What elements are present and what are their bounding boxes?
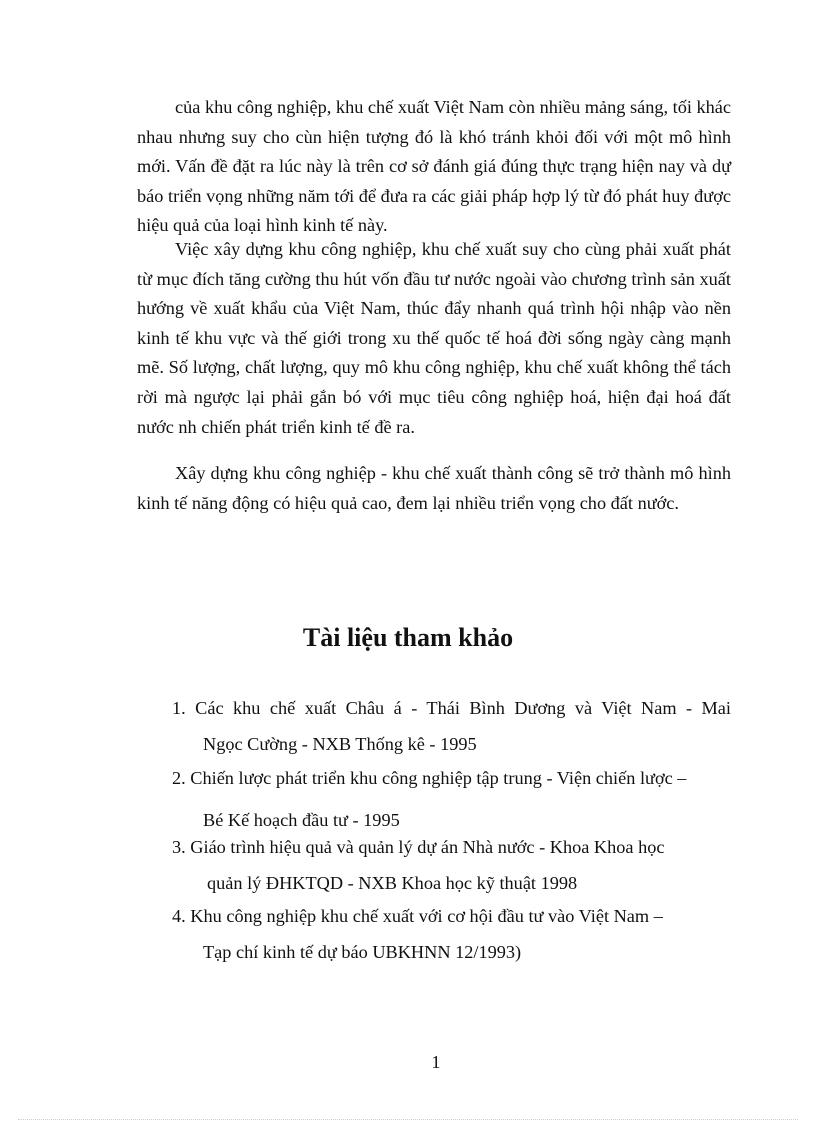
reference-1-line-1: 1. Các khu chế xuất Châu á - Thái Bình Dương và Việt Nam - Mai <box>172 698 731 718</box>
reference-3-line-1: 3. Giáo trình hiệu quả và quản lý dự án Nhà nước - Khoa Khoa học <box>172 837 665 857</box>
body-paragraph-3: Xây dựng khu công nghiệp - khu chế xuất thành công sẽ trở thành mô hình kinh tế năng động có hiệu quả cao, đem lại nhiều triển vọng cho đất nước. <box>137 463 731 513</box>
reference-2-line-2: Bé Kế hoạch đầu tư - 1995 <box>203 810 400 830</box>
reference-4-line-2: Tạp chí kinh tế dự báo UBKHNN 12/1993) <box>203 942 522 962</box>
reference-4-line-1: 4. Khu công nghiệp khu chế xuất với cơ hội đầu tư vào Việt Nam – <box>172 906 663 926</box>
reference-item-3 <box>172 829 731 901</box>
reference-3-line-2: quản lý ĐHKTQD - NXB Khoa học kỹ thuật 1998 <box>207 873 578 893</box>
page-number: 1 <box>431 1052 441 1072</box>
body-paragraph-1: của khu công nghiệp, khu chế xuất Việt Nam còn nhiều mảng sáng, tối khác nhau nhưng suy cho cùn hiện tượng đó là khó tránh khỏi đối với một mô hình mới. Vấn đề đặt ra lúc này là trên cơ sở đánh giá đúng thực trạng hiện nay và dự báo triển vọng những năm tới để đưa ra các giải pháp hợp lý từ đó phát huy được hiệu quả của loại hình kinh tế này. <box>137 97 731 236</box>
page-edge-divider <box>18 1119 798 1120</box>
references-heading: Tài liệu tham khảo <box>302 623 514 652</box>
body-paragraph-2: Việc xây dựng khu công nghiệp, khu chế xuất suy cho cùng phải xuất phát từ mục đích tăng cường thu hút vốn đầu tư nước ngoài vào chương trình sản xuất hướng về xuất khẩu của Việt Nam, thúc đẩy nhanh quá trình hội nhập vào nền kinh tế khu vực và thế giới trong xu thế quốc tế hoá đời sống ngày càng mạnh mẽ. Số lượng, chất lượng, quy mô khu công nghiệp, khu chế xuất không thể tách rời mà ngược lại phải gắn bó với mục tiêu công nghiệp hoá, hiện đại hoá đất nước nh chiến phát triển kinh tế đề ra. <box>137 239 731 437</box>
reference-item-2 <box>172 760 731 838</box>
reference-item-4 <box>172 898 731 970</box>
reference-item-1 <box>172 690 731 762</box>
reference-1-line-2: Ngọc Cường - NXB Thống kê - 1995 <box>203 734 477 754</box>
reference-2-line-1: 2. Chiến lược phát triển khu công nghiệp tập trung - Viện chiến lược – <box>172 768 687 788</box>
